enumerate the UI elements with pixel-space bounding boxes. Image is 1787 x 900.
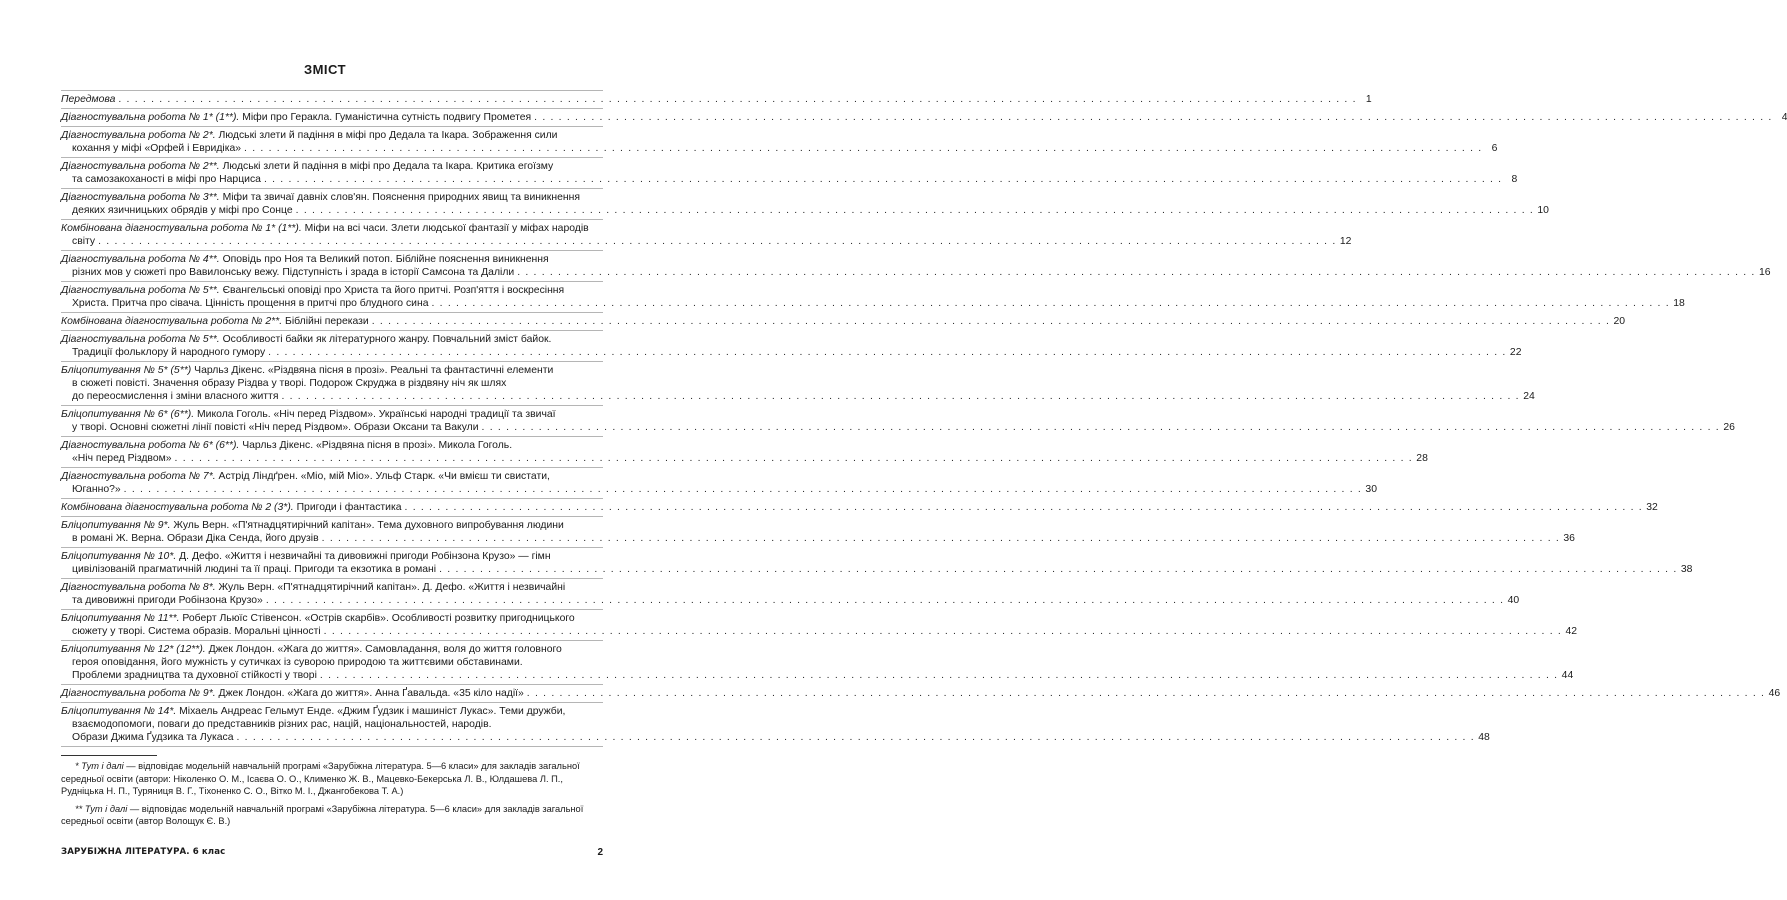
toc-entry-line — [61, 173, 1518, 186]
toc-entry-text: Жуль Верн. «П'ятнадцятирічний капітан». Д. Дефо. «Життя і незвичайні — [215, 582, 566, 593]
toc-entry-text: різних мов у сюжеті про Вавилонську вежу. Підступність і зрада в історії Самсона та Даліли — [72, 267, 515, 278]
toc-entry-label: Бліцопитування № 14*. — [61, 706, 177, 717]
toc-entry-line — [61, 612, 603, 625]
toc-entry-label: Бліцопитування № 11**. — [61, 613, 180, 624]
toc-entry-line — [61, 191, 603, 204]
toc-entry-line — [61, 625, 1577, 638]
toc-entry-label: Діагностувальна робота № 7*. — [61, 471, 216, 482]
toc-entry[interactable] — [61, 641, 1574, 685]
toc-entry-text: Пригоди і фантастика — [293, 502, 402, 513]
toc-page-number: 10 — [1537, 205, 1549, 216]
toc-entry-text: Людські злети й падіння в міфі про Дедала та Ікара. Критика егоїзму — [219, 161, 554, 172]
toc-entry[interactable] — [61, 127, 1498, 158]
toc-entry-line — [61, 408, 603, 421]
toc-entry[interactable] — [61, 313, 1626, 331]
toc-page-number: 20 — [1613, 316, 1626, 327]
toc-entry-label: Бліцопитування № 5* (5**) — [61, 365, 192, 376]
toc-entry-text: героя оповідання, його мужність у сутичках із суворою природою та життєвими обставинами. — [72, 657, 523, 668]
toc-entry[interactable] — [61, 189, 1549, 220]
toc-entry-line — [61, 253, 603, 266]
dot-leader — [124, 483, 1362, 496]
toc-entry-line — [61, 687, 1781, 700]
toc-entry-text: кохання у міфі «Орфей і Евридіка» — [72, 143, 242, 154]
toc-entry[interactable] — [61, 90, 1372, 109]
dot-leader — [517, 266, 1755, 279]
toc-entry-label: Комбінована діагностувальна робота № 1* (1**). — [61, 223, 302, 234]
toc-entry-text: Образи Джима Ґудзика та Лукаса — [72, 732, 234, 743]
toc-entry-text: цивілізованій прагматичній людині та її праці. Пригоди та екзотика в романі — [72, 564, 437, 575]
toc-entry-line — [61, 266, 1771, 279]
dot-leader — [268, 346, 1506, 359]
dot-leader — [175, 452, 1413, 465]
toc-entry-text: Юганно?» — [72, 484, 121, 495]
toc-entry-text: Д. Дефо. «Життя і незвичайні та дивовижні пригоди Робінзона Крузо» — гімн — [176, 551, 551, 562]
toc-page-number: 6 — [1491, 143, 1498, 154]
toc-entry-line — [61, 93, 1372, 106]
dot-leader — [264, 173, 1502, 186]
toc-entry-line — [61, 235, 1352, 248]
toc-entry-line — [61, 204, 1549, 217]
toc-entry-line — [61, 284, 603, 297]
toc-page-number: 40 — [1507, 595, 1520, 606]
dot-leader — [322, 532, 1560, 545]
toc-entry[interactable] — [61, 437, 1428, 468]
dot-leader — [482, 421, 1720, 434]
toc-entry-text: Жуль Верн. «П'ятнадцятирічний капітан». Тема духовного випробування людини — [170, 520, 564, 531]
dot-leader — [296, 204, 1534, 217]
footnote-text: — відповідає модельній навчальній програмі «Зарубіжна література. 5—6 класи» для закладів загальної середньої освіти (автори: Ніколенко О. М., Ісаєва О. О., Клименко Ж. В., Мацевко-Бекерська Л. В., Юлдашева Л. П., Рудніцька Н. П., Туряниця В. Г., Тіхоненко С. О., Вітко М. І., Джангобекова Т. А.) — [61, 761, 580, 797]
toc-page-number: 8 — [1511, 174, 1518, 185]
toc-page-number: 22 — [1509, 347, 1522, 358]
footnote — [61, 760, 603, 798]
toc-entry-text: Проблеми зрадництва та духовної стійкості у творі — [72, 670, 317, 681]
toc-entry-label: Діагностувальна робота № 2**. — [61, 161, 220, 172]
toc-entry-line — [61, 656, 603, 669]
toc-entry-line — [61, 390, 1535, 403]
toc-entry[interactable] — [61, 610, 1577, 641]
toc-entry-text: Міфи на всі часи. Злети людської фантазії у міфах народів — [301, 223, 589, 234]
toc-page-number: 26 — [1723, 422, 1735, 433]
toc-entry-line — [61, 364, 603, 377]
toc-page-number: 46 — [1768, 688, 1781, 699]
table-of-contents — [61, 90, 1787, 747]
dot-leader — [118, 93, 1356, 106]
toc-entry[interactable] — [61, 468, 1377, 499]
toc-page-number: 16 — [1758, 267, 1771, 278]
toc-entry-label: Бліцопитування № 6* (6**). — [61, 409, 195, 420]
toc-entry-label: Передмова — [61, 94, 116, 105]
toc-entry-line — [61, 333, 603, 346]
toc-entry-line — [61, 643, 603, 656]
dot-leader — [320, 669, 1558, 682]
toc-entry-text: та дивовижні пригоди Робінзона Крузо» — [72, 595, 263, 606]
toc-page-number: 24 — [1523, 391, 1535, 402]
toc-entry-line — [61, 160, 603, 173]
toc-entry-text: Міфи та звичаї давніх слов'ян. Пояснення природних явищ та виникнення — [219, 192, 580, 203]
toc-entry-line — [61, 532, 1575, 545]
toc-page-number: 36 — [1563, 533, 1575, 544]
toc-entry-text: у творі. Основні сюжетні лінії повісті «Ніч перед Різдвом». Образи Оксани та Вакули — [72, 422, 479, 433]
toc-page-number: 28 — [1416, 453, 1428, 464]
dot-leader — [431, 297, 1669, 310]
toc-entry-label: Діагностувальна робота № 4**. — [61, 254, 220, 265]
dot-leader — [244, 142, 1482, 155]
toc-entry-label: Бліцопитування № 9*. — [61, 520, 171, 531]
toc-entry-text: Традиції фольклору й народного гумору — [72, 347, 266, 358]
toc-entry[interactable] — [61, 282, 1685, 313]
footnote-mark: ** Тут і далі — [75, 803, 128, 814]
toc-entry[interactable] — [61, 703, 1490, 747]
toc-page-number: 18 — [1673, 298, 1685, 309]
toc-entry-text: Біблійні перекази — [282, 316, 369, 327]
toc-entry-line — [61, 111, 1787, 124]
toc-entry-text: та самозакоханості в міфі про Нарциса — [72, 174, 261, 185]
toc-entry[interactable] — [61, 220, 1352, 251]
dot-leader — [281, 390, 1519, 403]
toc-page-number: 1 — [1365, 94, 1372, 105]
toc-entry[interactable] — [61, 548, 1693, 579]
toc-entry-line — [61, 222, 603, 235]
toc-entry-line — [61, 563, 1693, 576]
toc-entry-text: «Ніч перед Різдвом» — [72, 453, 172, 464]
toc-page-number: 44 — [1561, 670, 1574, 681]
toc-entry-line — [61, 705, 603, 718]
toc-entry[interactable] — [61, 406, 1735, 437]
dot-leader — [534, 111, 1772, 124]
toc-entry-line — [61, 129, 603, 142]
toc-entry-text: Джек Лондон. «Жага до життя». Самовладання, воля до життя головного — [205, 644, 562, 655]
toc-entry-text: Микола Гоголь. «Ніч перед Різдвом». Українські народні традиції та звичаї — [194, 409, 556, 420]
dot-leader — [527, 687, 1765, 700]
toc-entry-text: Роберт Льюїс Стівенсон. «Острів скарбів». Особливості розвитку пригодницького — [179, 613, 575, 624]
toc-entry-label: Діагностувальна робота № 5**. — [61, 334, 220, 345]
toc-entry[interactable] — [61, 362, 1535, 406]
toc-entry-line — [61, 346, 1522, 359]
toc-entry-line — [61, 581, 603, 594]
toc-entry-label: Діагностувальна робота № 6* (6**). — [61, 440, 240, 451]
toc-entry-line — [61, 669, 1574, 682]
toc-entry-label: Діагностувальна робота № 1* (1**). — [61, 112, 240, 123]
dot-leader — [439, 563, 1677, 576]
toc-entry-text: Особливості байки як літературного жанру. Повчальний зміст байок. — [219, 334, 552, 345]
toc-entry-text: Джек Лондон. «Жага до життя». Анна Ґавальда. «35 кіло надії» — [215, 688, 524, 699]
toc-entry[interactable] — [61, 579, 1520, 610]
toc-entry-text: Оповідь про Ноя та Великий потоп. Біблійне пояснення виникнення — [219, 254, 549, 265]
footnote-separator — [61, 755, 157, 756]
toc-entry-label: Бліцопитування № 12* (12**). — [61, 644, 206, 655]
dot-leader — [237, 731, 1475, 744]
toc-entry-label: Бліцопитування № 10*. — [61, 551, 177, 562]
toc-entry-text: Чарльз Дікенс. «Різдвяна пісня в прозі». Реальні та фантастичні елементи — [191, 365, 554, 376]
toc-entry[interactable] — [61, 251, 1771, 282]
toc-entry-text: Чарльз Дікенс. «Різдвяна пісня в прозі». Микола Гоголь. — [239, 440, 513, 451]
toc-entry-label: Діагностувальна робота № 8*. — [61, 582, 216, 593]
toc-entry-text: до переосмислення і зміни власного життя — [72, 391, 279, 402]
page-footer — [61, 847, 603, 858]
toc-entry-label: Діагностувальна робота № 2*. — [61, 130, 216, 141]
toc-entry-text: Міфи про Геракла. Гуманістична сутність подвигу Прометея — [239, 112, 532, 123]
toc-entry-line — [61, 483, 1377, 496]
toc-entry-label: Діагностувальна робота № 9*. — [61, 688, 216, 699]
toc-entry-line — [61, 421, 1735, 434]
toc-entry-line — [61, 519, 603, 532]
toc-page-number: 42 — [1565, 626, 1577, 637]
toc-entry[interactable] — [61, 499, 1658, 517]
toc-entry-text: світу — [72, 236, 96, 247]
toc-entry-label: Діагностувальна робота № 5**. — [61, 285, 220, 296]
toc-entry-label: Комбінована діагностувальна робота № 2**. — [61, 316, 283, 327]
toc-entry-text: в сюжеті повісті. Значення образу Різдва у творі. Подорож Скруджа в різдвяну ніч як шлях — [72, 378, 507, 389]
dot-leader — [405, 501, 1643, 514]
toc-entry-line — [61, 452, 1428, 465]
dot-leader — [266, 594, 1504, 607]
toc-entry-line — [61, 501, 1658, 514]
toc-entry-line — [61, 731, 1490, 744]
toc-entry-text: деяких язичницьких обрядів у міфі про Сонце — [72, 205, 293, 216]
toc-entry-text: в романі Ж. Верна. Образи Діка Сенда, його друзів — [72, 533, 319, 544]
toc-entry-line — [61, 550, 603, 563]
toc-entry[interactable] — [61, 685, 1781, 703]
toc-entry-line — [61, 377, 603, 390]
page-title: ЗМІСТ — [303, 62, 347, 77]
toc-entry-text: сюжету у творі. Система образів. Моральні цінності — [72, 626, 321, 637]
footnote-mark: * Тут і далі — [75, 761, 124, 771]
toc-entry[interactable] — [61, 517, 1575, 548]
toc-entry-line — [61, 315, 1626, 328]
dot-leader — [98, 235, 1336, 248]
toc-page-number: 48 — [1478, 732, 1490, 743]
toc-entry-line — [61, 718, 603, 731]
toc-entry-text: Христа. Притча про сівача. Цінність прощення в притчі про блудного сина — [72, 298, 429, 309]
toc-entry-line — [61, 297, 1685, 310]
toc-entry[interactable] — [61, 109, 1787, 127]
footer-book-title: ЗАРУБІЖНА ЛІТЕРАТУРА. 6 клас — [61, 847, 226, 857]
toc-entry-text: Астрід Ліндґрен. «Міо, мій Міо». Ульф Старк. «Чи вмієш ти свистати, — [215, 471, 550, 482]
toc-page-number: 30 — [1365, 484, 1377, 495]
toc-entry-text: взаємодопомоги, поваги до представників різних рас, націй, національностей, народів. — [72, 719, 492, 730]
footnotes — [61, 760, 603, 833]
toc-entry[interactable] — [61, 158, 1518, 189]
toc-entry-text: Людські злети й падіння в міфі про Дедала та Ікара. Зображення сили — [215, 130, 558, 141]
dot-leader — [372, 315, 1610, 328]
toc-entry[interactable] — [61, 331, 1522, 362]
toc-entry-text: Євангельські оповіді про Христа та його притчі. Розп'яття і воскресіння — [219, 285, 565, 296]
toc-page-number: 38 — [1680, 564, 1693, 575]
toc-entry-label: Діагностувальна робота № 3**. — [61, 192, 220, 203]
toc-entry-line — [61, 439, 603, 452]
toc-entry-line — [61, 594, 1520, 607]
footnote-text: — відповідає модельній навчальній програмі «Зарубіжна література. 5—6 класи» для закладів загальної середньої освіти (автор Волощук Є. В.) — [61, 803, 584, 827]
footer-page-number: 2 — [597, 847, 603, 858]
toc-page-number: 32 — [1646, 502, 1658, 513]
footnote — [61, 803, 603, 828]
toc-entry-line — [61, 142, 1498, 155]
toc-entry-text: Міхаель Андреас Гельмут Енде. «Джим Ґудзик і машиніст Лукас». Теми дружби, — [176, 706, 566, 717]
toc-page-number: 4 — [1781, 112, 1787, 123]
toc-page-number: 12 — [1339, 236, 1352, 247]
dot-leader — [324, 625, 1562, 638]
toc-entry-label: Комбінована діагностувальна робота № 2 (3*). — [61, 502, 294, 513]
toc-entry-line — [61, 470, 603, 483]
